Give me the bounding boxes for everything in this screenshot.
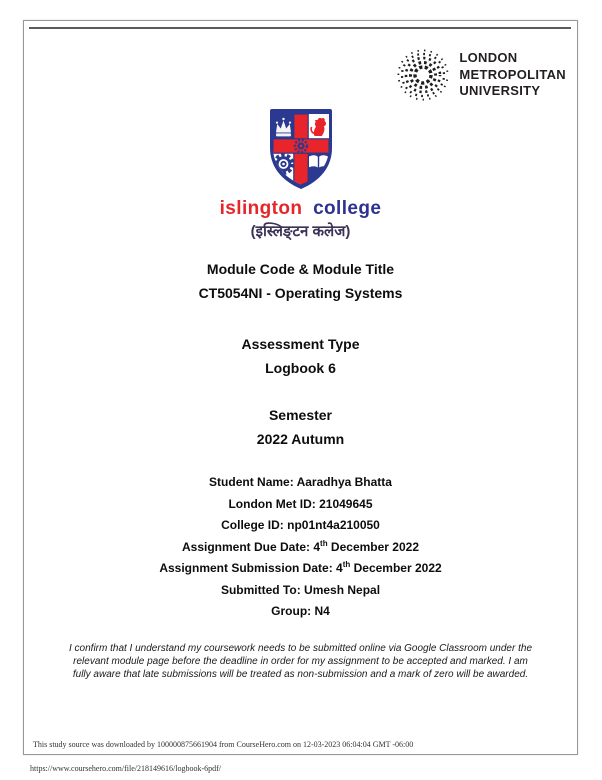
islington-college-logo: [24, 103, 577, 241]
group-line: Group: N4: [271, 604, 330, 618]
semester-heading: Semester: [268, 407, 333, 423]
declaration-paragraph: [58, 643, 543, 681]
download-attribution: This study source was downloaded by 100000875661904 from CourseHero.com on 12-03-2023 06:04:04 GMT -06:00: [33, 740, 414, 749]
assessment-value: Logbook 6: [265, 359, 336, 376]
college-id-line: College ID: np01nt4a210050: [221, 518, 380, 532]
college-crest-icon: [262, 103, 340, 193]
semester-section: [24, 404, 577, 451]
module-heading: Module Code & Module Title: [206, 261, 395, 277]
semester-value: 2022 Autumn: [256, 430, 345, 447]
university-name-line: LONDON: [459, 50, 518, 66]
london-met-id-line: London Met ID: 21049645: [228, 496, 373, 511]
student-details: [24, 472, 577, 623]
london-met-sunburst-icon: [395, 47, 451, 103]
student-name-line: Student Name: Aaradhya Bhatta: [209, 475, 392, 489]
london-met-logo: [395, 47, 566, 103]
university-name-line: UNIVERSITY: [459, 83, 541, 99]
ordinal-suffix: th: [342, 560, 351, 569]
header-rule: [29, 27, 571, 29]
college-name-part1: islington: [219, 198, 303, 219]
due-date-line: Assignment Due Date: 4th December 2022: [182, 538, 419, 554]
declaration-line: fully aware that late submissions will be treated as non-submission and a mark of zero will be awarded.: [72, 668, 529, 680]
submitted-to-line: Submitted To: Umesh Nepal: [220, 582, 381, 597]
module-section: [24, 258, 577, 305]
submission-date-line: Assignment Submission Date: 4th December 2022: [159, 560, 442, 575]
university-name: [459, 50, 566, 100]
ordinal-suffix: th: [320, 538, 328, 548]
module-value: CT5054NI - Operating Systems: [198, 284, 403, 301]
university-name-line: METROPOLITAN: [459, 66, 566, 82]
pdf-page: [23, 20, 578, 755]
college-name-devanagari: (इस्लिङ्टन कलेज): [250, 223, 351, 240]
source-url: https://www.coursehero.com/file/218149616/logbook-6pdf/: [30, 764, 222, 773]
assessment-section: [24, 333, 577, 380]
declaration-line: relevant module page before the deadline in order for my assignment to be accepted and marked. I am: [73, 655, 528, 667]
college-wordmark: [24, 198, 577, 220]
assessment-heading: Assessment Type: [241, 336, 360, 352]
declaration-line: I confirm that I understand my coursework needs to be submitted online via Google Classroom under the: [68, 643, 533, 654]
college-name-part2: college: [313, 198, 382, 219]
